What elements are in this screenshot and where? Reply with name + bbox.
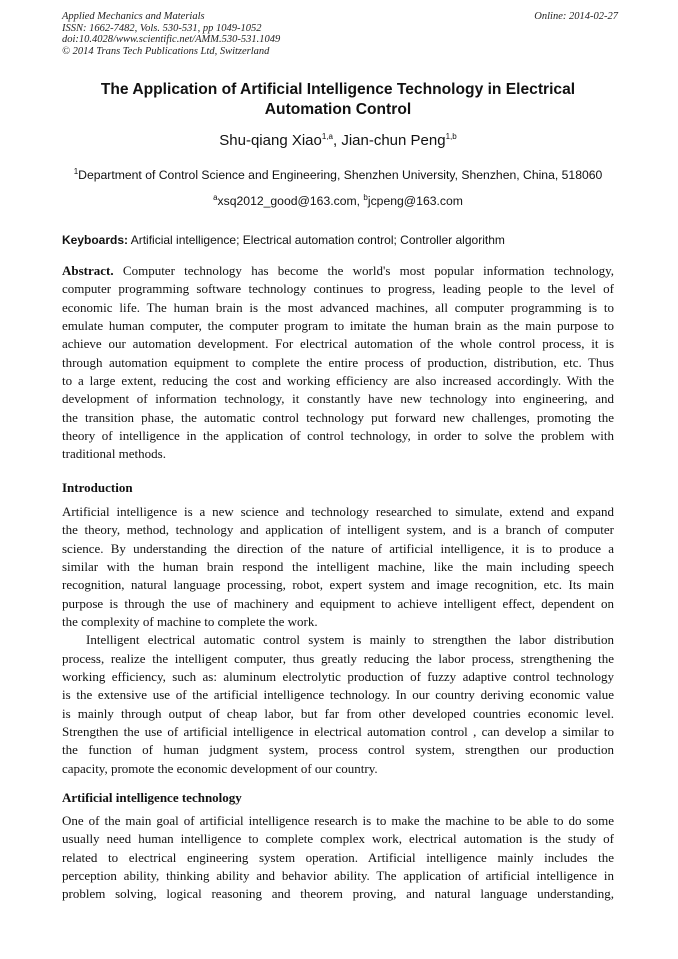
paragraph-line: the function of human judgment system, process control system, strengthen our production — [62, 742, 614, 758]
email-link[interactable]: xsq2012_good@163.com — [217, 194, 357, 208]
journal-name: Applied Mechanics and Materials — [62, 11, 205, 22]
section-heading-ai-technology: Artificial intelligence technology — [62, 790, 242, 805]
abstract-line: computer programming software technology continues to progress, leading people to the level of — [62, 281, 614, 297]
abstract-line: development of information technology, it constantly have new technology into engineering, and — [62, 391, 614, 407]
paragraph-line: is mainly through output of cheap labor, but far from other developed countries economic level. — [62, 705, 614, 721]
title-line: The Application of Artificial Intelligence Technology in Electrical — [100, 81, 576, 98]
keywords — [62, 232, 614, 248]
paper-title — [62, 80, 614, 120]
paragraph-line: Artificial intelligence is a new science and technology researched to simulate, extend and expand — [62, 504, 614, 519]
abstract-line: through automation equipment to complete the entire process of production, distribution, etc. Thus — [62, 354, 614, 370]
paragraph-line: working efficiency, such as: aluminum electrolytic production of fuzzy adaptive control technology — [62, 669, 614, 685]
paragraph-line: Strengthen the use of artificial intelligence in electrical automation control , can develop a similar to — [62, 724, 614, 740]
abstract-line: economic life. The human brain is the most advanced machines, all computer programming is to — [62, 299, 614, 315]
paragraph-line: recognition, natural language processing, robot, expert system and image recognition, etc. Its main — [62, 577, 614, 593]
abstract-line: theory of intelligence in the application of control technology, in order to solve the problem with — [62, 428, 614, 444]
author-name: Jian-chun Peng — [341, 132, 446, 149]
doi-line[interactable]: doi:10.4028/www.scientific.net/AMM.530-531.1049 — [62, 34, 281, 46]
paragraph-line: the theory, method, technology and application of intelligent system, and is a branch of computer — [62, 522, 614, 538]
title-line: Automation Control — [264, 101, 412, 118]
keywords-label: Keyboards: — [62, 233, 129, 247]
paragraph-line: Intelligent electrical automatic control system is mainly to strengthen the labor distribution — [86, 632, 614, 648]
abstract-line: the transition phase, the automatic control technology put forward new challenges, promoting the — [62, 409, 614, 425]
paragraph-line: usually need human intelligence to complete complex work, electrical automation is the study of — [62, 831, 614, 847]
ai-technology-body — [62, 812, 614, 904]
author-name: Shu-qiang Xiao — [219, 132, 322, 149]
email-link[interactable]: jcpeng@163.com — [367, 194, 463, 208]
affiliation-text: Department of Control Science and Engineering, Shenzhen University, Shenzhen, China, 518060 — [78, 168, 603, 182]
author-list — [62, 131, 614, 151]
paragraph-line: related to electrical engineering system operation. Artificial intelligence mainly includes the — [62, 849, 614, 865]
paragraph-line: similar with the human brain respond the intelligent machine, like the main including speech — [62, 559, 614, 575]
paragraph-line: problem solving, logical reasoning and theorem proving, and natural language understanding, — [62, 886, 614, 902]
paragraph-line: purpose is through the use of machinery and equipment to achieve intelligent effect, dependent on — [62, 595, 614, 611]
paragraph-line: the complexity of machine to complete the work. — [62, 614, 318, 630]
abstract-line: emulate human computer, the computer program to imitate the human brain as the main purpose to — [62, 318, 614, 334]
email-separator: , — [356, 194, 364, 208]
keywords-text: Artificial intelligence; Electrical automation control; Controller algorithm — [128, 233, 505, 247]
paragraph-line: One of the main goal of artificial intelligence research is to make the machine to be able to do some — [62, 813, 614, 828]
author-affiliation-marker: 1,b — [445, 132, 457, 141]
paragraph-line: is the extensive use of the artificial intelligence technology. In our country deriving economic value — [62, 687, 614, 703]
author-emails — [62, 192, 614, 210]
abstract — [62, 262, 614, 464]
journal-header — [62, 11, 618, 57]
paragraph-line: capacity, promote the economic development of our country. — [62, 760, 378, 776]
copyright-line: © 2014 Trans Tech Publications Ltd, Switzerland — [62, 45, 270, 57]
issn-line: ISSN: 1662-7482, Vols. 530-531, pp 1049-1052 — [62, 22, 262, 34]
abstract-label: Abstract. — [62, 263, 114, 278]
author-separator: , — [332, 132, 342, 149]
author-affiliation-marker: 1,a — [321, 132, 333, 141]
affiliation — [62, 166, 614, 184]
abstract-line: achieve our automation development. For electrical automation of the whole control process, it is — [62, 336, 614, 352]
affiliation-marker: 1 — [73, 166, 79, 176]
section-heading-introduction: Introduction — [62, 480, 133, 495]
abstract-line: Abstract. Computer technology has become the world's most popular information technology, — [62, 263, 614, 278]
abstract-line: traditional methods. — [62, 446, 166, 462]
introduction-body — [62, 503, 614, 778]
abstract-line: to a large extent, reducing the cost and working efficiency are also increased accordingly. With the — [62, 373, 614, 389]
email-marker: a — [213, 192, 218, 202]
paragraph-line: science. By understanding the direction of the nature of artificial intelligence, it is to produce a — [62, 540, 614, 556]
email-marker: b — [363, 192, 368, 202]
paragraph-line: process, realize the intelligent computer, thus greatly reducing the labor process, strengthening the — [62, 650, 614, 666]
paragraph-line: perception ability, thinking ability and behavior ability. The application of artificial intelligence in — [62, 868, 614, 884]
online-date: Online: 2014-02-27 — [534, 11, 618, 22]
